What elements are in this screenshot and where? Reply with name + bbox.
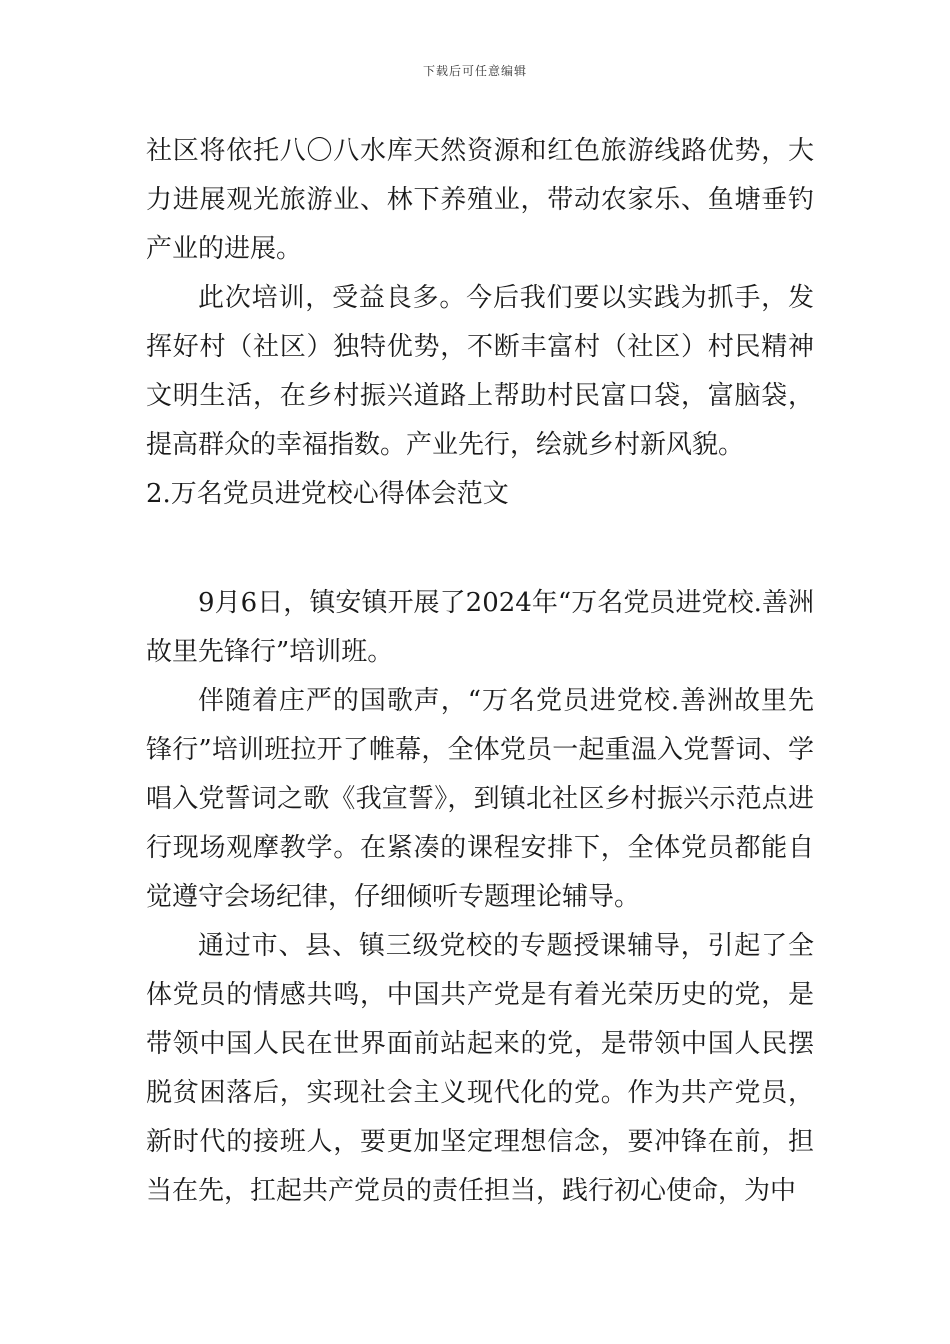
paragraph-2: 此次培训，受益良多。今后我们要以实践为抓手，发挥好村（社区）独特优势，不断丰富村（社区）村民精神文明生活，在乡村振兴道路上帮助村民富口袋，富脑袋，提高群众的幸福指数。产业先行，绘就乡村新风貌。: [146, 283, 814, 460]
paragraph-5: 通过市、县、镇三级党校的专题授课辅导，引起了全体党员的情感共鸣，中国共产党是有着光荣历史的党，是带领中国人民在世界面前站起来的党，是带领中国人民摆脱贫困落后，实现社会主义现代化的党。作为共产党员，新时代的接班人，要更加坚定理想信念，要冲锋在前，担当在先，扛起共产党员的责任担当，践行初心使命，为中: [146, 931, 814, 1206]
paragraph-1: 社区将依托八〇八水库天然资源和红色旅游线路优势，大力进展观光旅游业、林下养殖业，带动农家乐、鱼塘垂钓产业的进展。: [146, 136, 814, 264]
section-heading: 2.万名党员进党校心得体会范文: [146, 479, 509, 509]
paragraph-3: 9月6日，镇安镇开展了2024年“万名党员进党校.善洲故里先锋行”培训班。: [146, 588, 814, 667]
blank-gap: [146, 519, 814, 579]
paragraph-4: 伴随着庄严的国歌声，“万名党员进党校.善洲故里先锋行”培训班拉开了帷幕，全体党员一起重温入党誓词、学唱入党誓词之歌《我宣誓》，到镇北社区乡村振兴示范点进行现场观摩教学。在紧凑的课程安排下，全体党员都能自觉遵守会场纪律，仔细倾听专题理论辅导。: [146, 686, 814, 912]
page-header: 下载后可任意编辑: [422, 64, 527, 78]
document-body: [146, 127, 814, 1216]
